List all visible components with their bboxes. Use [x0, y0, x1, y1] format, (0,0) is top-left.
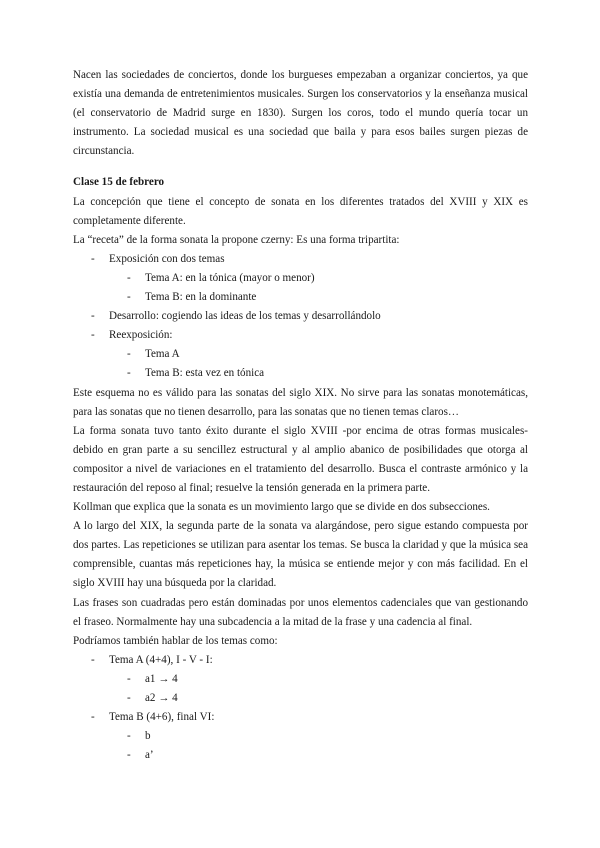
list-item-text: a’ [145, 749, 154, 762]
paragraph-frases: Las frases son cuadradas pero están dominadas por unos elementos cadenciales que van gestionando el fraseo. Normalmente hay una subcadencia a la mitad de la frase y una cadencia al final. [73, 596, 528, 628]
paragraph-xix: A lo largo del XIX, la segunda parte de la sonata va alargándose, pero sigue estando compuesta por dos partes. Las repeticiones se utilizan para asentar los temas. Se busca la claridad y que la música sea comprensible, cuantas más repeticiones hay, la música se entiende mejor y con más facilidad. En el siglo XVIII hay una búsqueda por la claridad. [73, 520, 528, 590]
list-item-text: Tema B: en la dominante [145, 291, 257, 304]
dash-bullet: - [127, 348, 131, 361]
list-item [73, 708, 528, 727]
dash-bullet: - [127, 672, 131, 685]
list-item [73, 345, 528, 364]
list-item [73, 364, 528, 383]
dash-bullet: - [91, 711, 95, 724]
dash-bullet: - [91, 252, 95, 265]
list-item [73, 670, 528, 689]
list-item-text: Tema A: en la tónica (mayor o menor) [145, 271, 315, 284]
list-item-text: Tema B: esta vez en tónica [145, 367, 265, 380]
dash-bullet: - [127, 367, 131, 380]
list-item-text: Tema B (4+6), final VI: [109, 711, 215, 724]
paragraph-concepcion: La concepción que tiene el concepto de sonata en los diferentes tratados del XVIII y XIX es completamente diferente. [73, 195, 528, 227]
list-item-text: a2 → 4 [145, 692, 178, 704]
list-item-text: Tema A (4+4), I - V - I: [109, 653, 213, 666]
list-sonata-form [73, 250, 528, 384]
document-page [73, 66, 528, 765]
list-item [73, 269, 528, 288]
section-heading: Clase 15 de febrero [73, 176, 165, 189]
list-item [73, 326, 528, 345]
list-item-text: Reexposición: [109, 329, 173, 342]
dash-bullet: - [91, 310, 95, 323]
dash-bullet: - [127, 692, 131, 704]
list-themes [73, 651, 528, 766]
list-item-text: Exposición con dos temas [109, 252, 225, 265]
dash-bullet: - [127, 291, 131, 304]
list-item [73, 689, 528, 708]
dash-bullet: - [91, 653, 95, 666]
dash-bullet: - [91, 329, 95, 342]
dash-bullet: - [127, 749, 131, 762]
list-item-text: Desarrollo: cogiendo las ideas de los temas y desarrollándolo [109, 310, 381, 323]
list-item [73, 746, 528, 765]
list-item [73, 250, 528, 269]
list-item-text: b [145, 730, 151, 743]
paragraph-exito: La forma sonata tuvo tanto éxito durante el siglo XVIII -por encima de otras formas musicales- debido en gran parte a su sencillez estructural y al amplio abanico de posibilidades que otorga al compositor a nivel de variaciones en el tratamiento del desarrollo. Busca el contraste armónico y la restauración del reposo al final; resuelve la tensión generada en la primera parte. [73, 424, 528, 494]
paragraph-receta: La “receta” de la forma sonata la propone czerny: Es una forma tripartita: [73, 233, 400, 246]
list-item [73, 651, 528, 670]
list-item-text: a1 → 4 [145, 672, 178, 685]
paragraph-kollman: Kollman que explica que la sonata es un movimiento largo que se divide en dos subsecciones. [73, 501, 490, 514]
paragraph-intro: Nacen las sociedades de conciertos, donde los burgueses empezaban a organizar conciertos, ya que existía una demanda de entretenimientos musicales. Surgen los conservatorios y la enseñanza musical (el conservatorio de Madrid surge en 1830). Surgen los coros, todo el mundo quería tocar un instrumento. La sociedad musical es una sociedad que baila y para esos bailes surgen piezas de circunstancia. [73, 69, 528, 158]
dash-bullet: - [127, 730, 131, 743]
dash-bullet: - [127, 271, 131, 284]
list-item-text: Tema A [145, 348, 180, 361]
list-item [73, 288, 528, 307]
list-item [73, 307, 528, 326]
paragraph-temas: Podríamos también hablar de los temas como: [73, 634, 278, 647]
list-item [73, 727, 528, 746]
paragraph-esquema: Este esquema no es válido para las sonatas del siglo XIX. No sirve para las sonatas monotemáticas, para las sonatas que no tienen desarrollo, para las sonatas que no tienen temas claros… [73, 386, 528, 418]
